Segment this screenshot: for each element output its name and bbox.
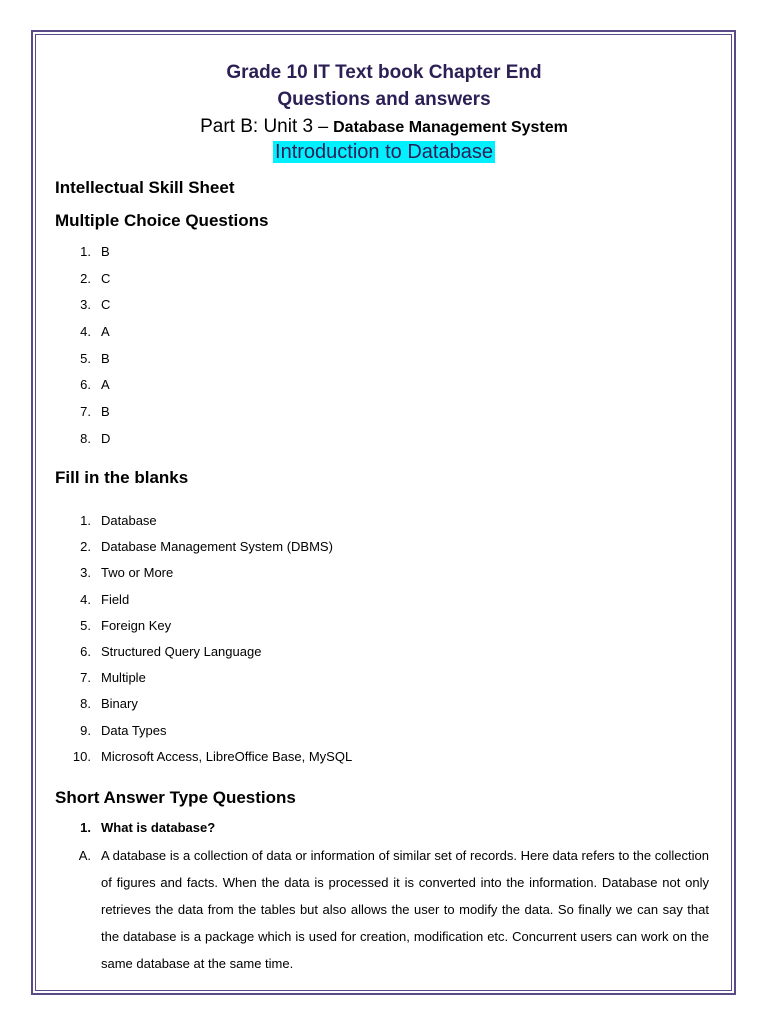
fib-answer: Multiple bbox=[101, 670, 146, 686]
fib-answer: Foreign Key bbox=[101, 617, 172, 633]
item-number: 3. bbox=[80, 565, 91, 581]
fib-item bbox=[55, 613, 352, 639]
skill-sheet-heading: Intellectual Skill Sheet bbox=[55, 178, 235, 197]
mcq-answer: A bbox=[101, 324, 110, 340]
item-number: 10. bbox=[72, 748, 91, 764]
fib-item bbox=[55, 508, 352, 534]
unit-dash: – bbox=[313, 116, 334, 136]
fib-answer: Data Types bbox=[101, 722, 167, 738]
mcq-item bbox=[55, 372, 110, 399]
mcq-heading: Multiple Choice Questions bbox=[55, 211, 269, 230]
fib-answer: Structured Query Language bbox=[101, 643, 262, 659]
mcq-answer: C bbox=[101, 297, 111, 313]
unit-label: Part B: Unit 3 bbox=[200, 116, 314, 137]
item-number: 6. bbox=[80, 377, 91, 393]
fib-answer: Microsoft Access, LibreOffice Base, MySQL bbox=[101, 748, 353, 764]
answer-text: A database is a collection of data or information of similar set of records. Here data refers to the collection of figures and facts. When the data is processed it is converted into the information. Database not only retrieves the data from the tables but also allows the user to modify the data. So finally we can say that the database is a package which is used for creation, modification etc. Concurrent users can work on the same database at the same time. bbox=[101, 848, 709, 971]
document-title: Grade 10 IT Text book Chapter End bbox=[226, 62, 542, 83]
fib-answer: Two or More bbox=[101, 565, 174, 581]
fib-item bbox=[55, 639, 352, 665]
mcq-answer: B bbox=[101, 350, 110, 366]
item-number: 6. bbox=[80, 643, 91, 659]
mcq-item bbox=[55, 319, 110, 346]
item-number: 1. bbox=[80, 244, 91, 259]
item-number: 5. bbox=[80, 617, 91, 633]
fib-answer: Binary bbox=[101, 696, 138, 712]
item-number: 1. bbox=[80, 513, 91, 528]
short-question bbox=[55, 820, 215, 835]
item-number: 8. bbox=[80, 696, 91, 712]
item-number: 9. bbox=[80, 722, 91, 738]
fill-blanks-heading: Fill in the blanks bbox=[55, 468, 189, 487]
fib-item bbox=[55, 560, 352, 586]
item-number: 4. bbox=[80, 324, 91, 340]
question-number: 1. bbox=[80, 820, 91, 835]
item-number: 5. bbox=[80, 350, 91, 366]
chapter-title bbox=[0, 141, 768, 164]
fib-item bbox=[55, 691, 352, 717]
item-number: 2. bbox=[80, 539, 91, 555]
mcq-item bbox=[55, 399, 110, 426]
mcq-answer: C bbox=[101, 270, 111, 286]
mcq-answer: B bbox=[101, 404, 110, 420]
item-number: 7. bbox=[80, 404, 91, 420]
question-text: What is database? bbox=[101, 820, 216, 835]
unit-subject: Database Management System bbox=[333, 119, 568, 136]
short-answer-heading: Short Answer Type Questions bbox=[55, 788, 296, 807]
mcq-list bbox=[55, 239, 110, 453]
item-number: 8. bbox=[80, 430, 91, 446]
fib-answer: Database bbox=[101, 513, 157, 528]
fib-item bbox=[55, 744, 352, 770]
unit-title bbox=[0, 116, 768, 138]
mcq-item bbox=[55, 292, 110, 319]
item-number: 7. bbox=[80, 670, 91, 686]
fib-item bbox=[55, 718, 352, 744]
mcq-item bbox=[55, 266, 110, 293]
fib-item bbox=[55, 587, 352, 613]
fib-item bbox=[55, 665, 352, 691]
document-subtitle: Questions and answers bbox=[277, 89, 491, 110]
fib-answer: Database Management System (DBMS) bbox=[101, 539, 333, 555]
mcq-answer: D bbox=[101, 430, 111, 446]
mcq-answer: B bbox=[101, 244, 110, 259]
item-number: 3. bbox=[80, 297, 91, 313]
fib-answer: Field bbox=[101, 591, 130, 607]
answer-marker: A. bbox=[78, 848, 91, 863]
fib-item bbox=[55, 534, 352, 560]
mcq-answer: A bbox=[101, 377, 110, 393]
item-number: 4. bbox=[80, 591, 91, 607]
mcq-item bbox=[55, 239, 110, 266]
item-number: 2. bbox=[80, 270, 91, 286]
mcq-item bbox=[55, 426, 110, 453]
chapter-highlight: Introduction to Database bbox=[275, 141, 493, 163]
mcq-item bbox=[55, 346, 110, 373]
fill-blanks-list bbox=[55, 508, 352, 770]
